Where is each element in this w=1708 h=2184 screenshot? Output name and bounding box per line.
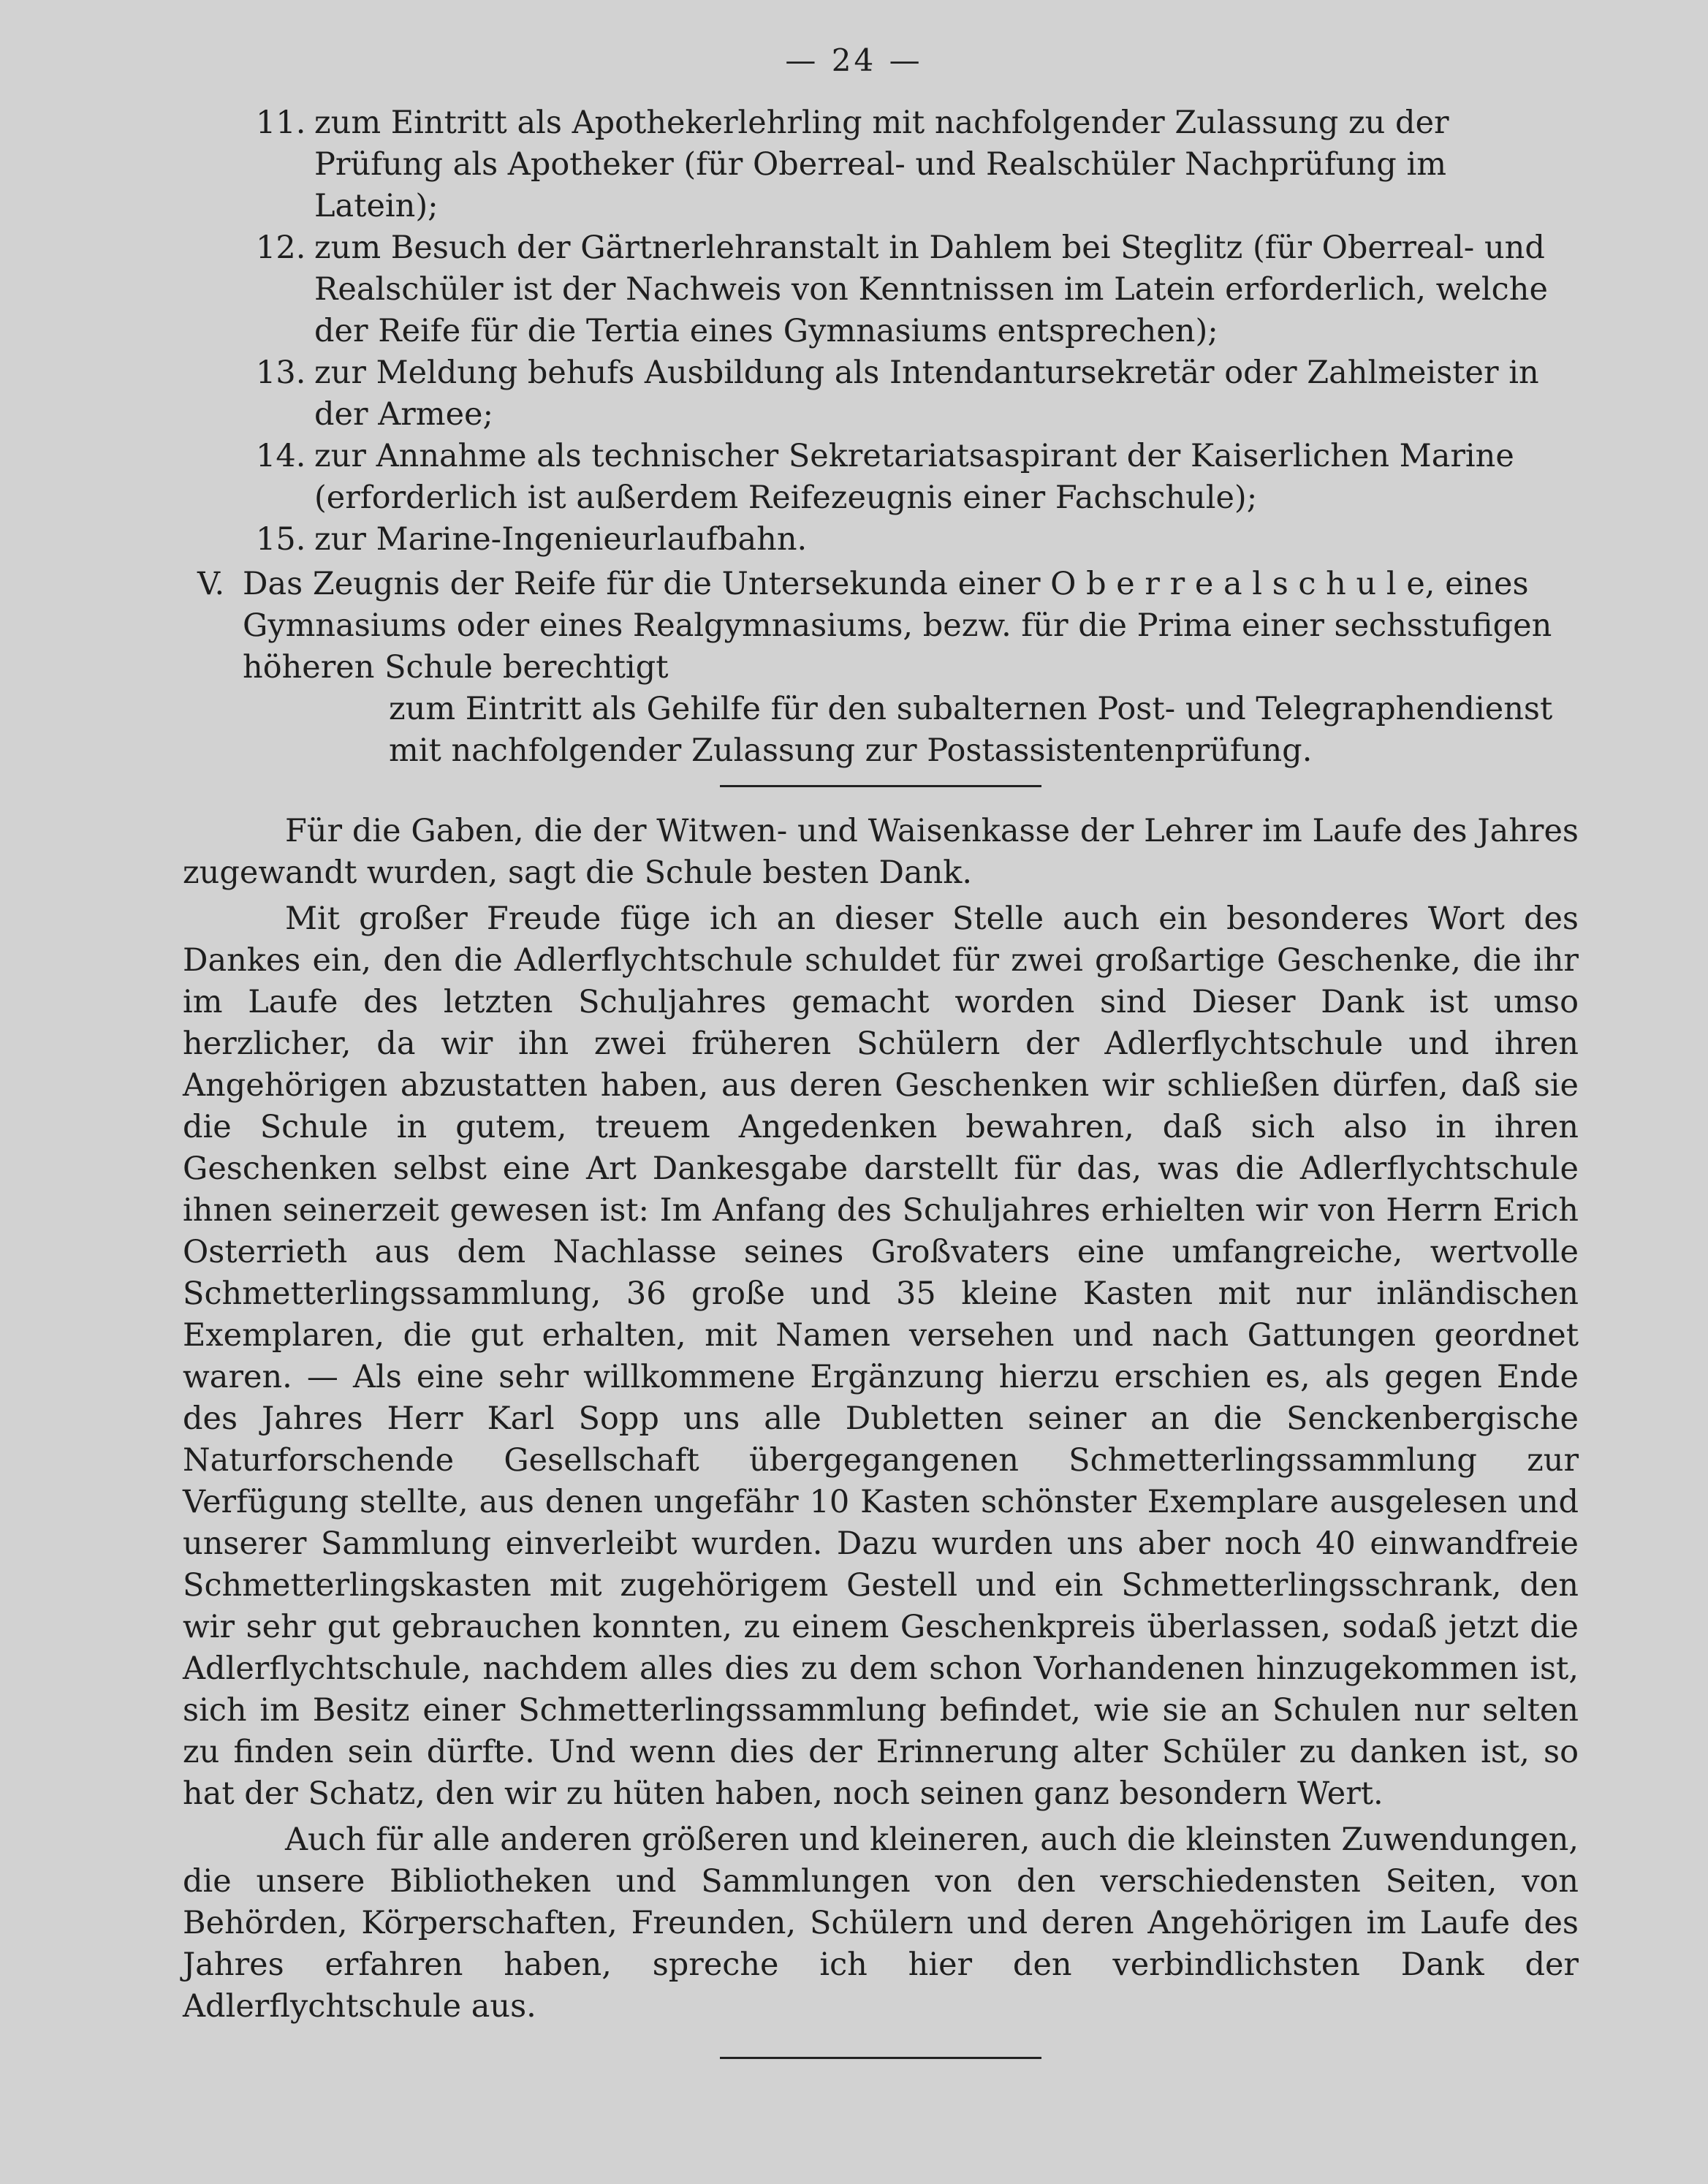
list-text: zum Besuch der Gärtnerlehranstalt in Dahlem bei Steglitz (für Oberreal- und Realschüler ist der Nachweis von Kenntnissen im Latein erforderlich, welche der Reife für die Tertia eines Gymnasiums entsprechen); [314, 230, 1548, 349]
list-text: zur Annahme als technischer Sekretariatsaspirant der Kaiserlichen Marine (erforderlich ist außerdem Reifezeugnis einer Fachschule); [314, 438, 1514, 516]
section-roman-numeral: V. [197, 566, 225, 602]
list-text: zur Marine-Ingenieurlaufbahn. [314, 521, 808, 558]
list-number: 12. [256, 230, 306, 266]
paragraph-thanks-widows-fund: Für die Gaben, die der Witwen- und Waisenkasse der Lehrer im Laufe des Jahres zugewandt wurden, sagt die Schule besten Dank. [183, 813, 1579, 891]
list-text: zum Eintritt als Apothekerlehrling mit nachfolgender Zulassung zu der Prüfung als Apotheker (für Oberreal- und Realschüler Nachprüfung im Latein); [314, 105, 1449, 224]
list-item [183, 436, 1579, 519]
divider-rule [720, 785, 1041, 787]
list-number: 14. [256, 438, 306, 474]
section-v-subclause: zum Eintritt als Gehilfe für den subalternen Post- und Telegraphendienst mit nachfolgender Zulassung zur Postassistentenprüfung. [389, 691, 1553, 769]
page-number: — 24 — [785, 42, 923, 78]
list-text: zur Meldung behufs Ausbildung als Intendantursekretär oder Zahlmeister in der Armee; [314, 354, 1539, 433]
list-number: 11. [256, 105, 306, 141]
list-number: 13. [256, 354, 306, 391]
list-number: 15. [256, 521, 306, 558]
paragraph-general-thanks: Auch für alle anderen größeren und kleineren, auch die kleinsten Zuwendungen, die unsere Bibliotheken und Sammlungen von den verschiedensten Seiten, von Behörden, Körperschaften, Freunden, Schülern und deren Angehörigen im Laufe des Jahres erfahren haben, spreche ich hier den verbindlichsten Dank der Adlerflychtschule aus. [183, 1821, 1579, 2025]
paragraph-butterfly-collection: Mit großer Freude füge ich an dieser Stelle auch ein besonderes Wort des Dankes ein, den die Adlerflychtschule schuldet für zwei großartige Geschenke, die ihr im Laufe des letzten Schuljahres gemacht worden sind Dieser Dank ist umso herzlicher, da wir ihn zwei früheren Schülern der Adlerflychtschule und ihren Angehörigen abzustatten haben, aus deren Geschenken wir schließen dürfen, daß sie die Schule in gutem, treuem Angedenken bewahren, daß sich also in ihren Geschenken selbst eine Art Dankesgabe darstellt für das, was die Adlerflychtschule ihnen seinerzeit gewesen ist: Im Anfang des Schuljahres erhielten wir von Herrn Erich Osterrieth aus dem Nachlasse seines Großvaters eine umfangreiche, wertvolle Schmetterlingssammlung, 36 große und 35 kleine Kasten mit nur inländischen Exemplaren, die gut erhalten, mit Namen versehen und nach Gattungen geordnet waren. — Als eine sehr willkommene Ergänzung hierzu erschien es, als gegen Ende des Jahres Herr Karl Sopp uns alle Dubletten seiner an die Senckenbergische Naturforschende Gesellschaft übergegangenen Schmetterlingssammlung zur Verfügung stellte, aus denen ungefähr 10 Kasten schönster Exemplare ausgelesen und unserer Sammlung einverleibt wurden. Dazu wurden uns aber noch 40 einwandfreie Schmetterlingskasten mit zugehörigem Gestell und ein Schmetterlingsschrank, den wir sehr gut gebrauchen konnten, zu einem Geschenkpreis überlassen, sodaß jetzt die Adlerflychtschule, nachdem alles dies zu dem schon Vorhandenen hinzugekommen ist, sich im Besitz einer Schmetterlingssammlung befindet, wie sie an Schulen nur selten zu finden sein dürfte. Und wenn dies der Erinnerung alter Schüler zu danken ist, so hat der Schatz, den wir zu hüten haben, noch seinen ganz besondern Wert. [183, 900, 1579, 1812]
list-item [183, 352, 1579, 436]
list-item [183, 227, 1579, 352]
section-v [183, 564, 1579, 772]
list-item [183, 519, 1579, 561]
divider-rule-end [720, 2057, 1041, 2059]
text-column [183, 102, 1579, 2059]
section-v-text: Das Zeugnis der Reife für die Untersekunda einer O b e r r e a l s c h u l e, eines Gymnasiums oder eines Realgymnasiums, bezw. für die Prima einer sechsstufigen höheren Schule berechtigt [243, 566, 1552, 686]
list-item [183, 102, 1579, 227]
